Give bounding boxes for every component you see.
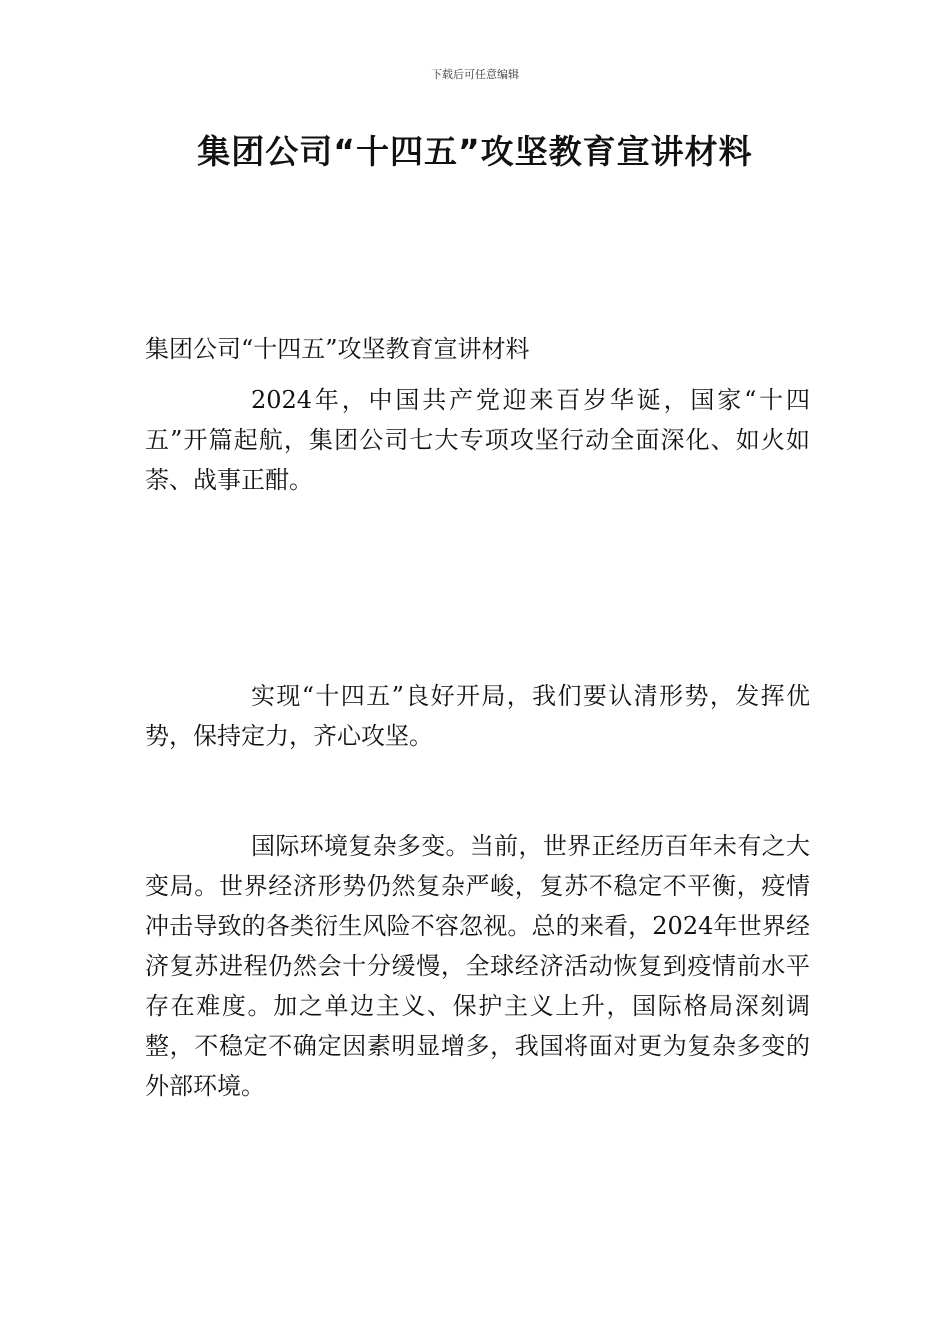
- header-note: 下载后可任意编辑: [431, 68, 519, 81]
- document-subheading: 集团公司“十四五”攻坚教育宣讲材料: [145, 335, 530, 363]
- paragraph-intro: 2024年，中国共产党迎来百岁华诞，国家“十四五”开篇起航，集团公司七大专项攻坚行动全面深化、如火如荼、战事正酣。: [145, 386, 810, 494]
- paragraph-international-environment: 国际环境复杂多变。当前，世界正经历百年未有之大变局。世界经济形势仍然复杂严峻，复苏不稳定不平衡，疫情冲击导致的各类衍生风险不容忽视。总的来看，2024年世界经济复苏进程仍然会十分缓慢，全球经济活动恢复到疫情前水平存在难度。加之单边主义、保护主义上升，国际格局深刻调整，不稳定不确定因素明显增多，我国将面对更为复杂多变的外部环境。: [145, 832, 810, 1100]
- paragraph-good-start: 实现“十四五”良好开局，我们要认清形势，发挥优势，保持定力，齐心攻坚。: [145, 682, 810, 750]
- document-title: 集团公司“十四五”攻坚教育宣讲材料: [197, 132, 753, 171]
